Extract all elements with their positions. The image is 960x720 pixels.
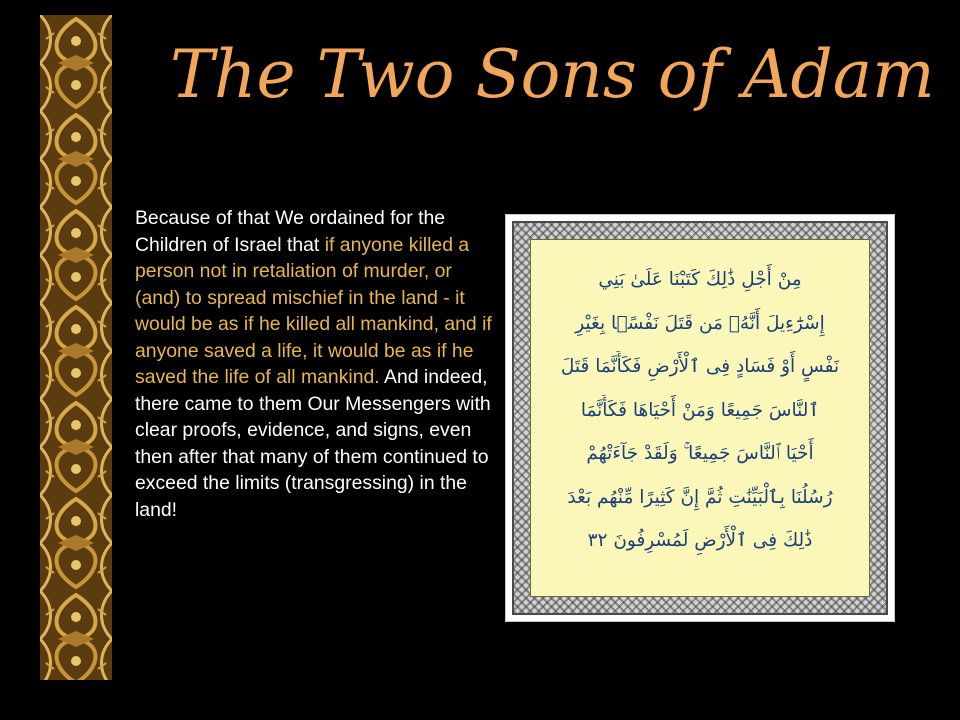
body-text-intro: Because of that We ordained for the Children of Israel that xyxy=(135,207,446,256)
verse-line: ٱلنَّاسَ جَمِيعًا وَمَنْ أَحْيَاهَا فَكَأَنَّمَا xyxy=(580,399,820,421)
ornamental-border xyxy=(40,15,112,680)
verse-panel xyxy=(530,239,870,597)
verse-ornamental-border xyxy=(512,221,888,615)
verse-line: ذَٰلِكَ فِى ٱلْأَرْضِ لَمُسْرِفُونَ ٣٢ xyxy=(587,530,813,551)
verse-line: نَفْسٍ أَوْ فَسَادٍ فِى ٱلْأَرْضِ فَكَأَنَّمَا قَتَلَ xyxy=(560,356,840,377)
arabesque-pattern-icon xyxy=(40,15,112,680)
body-text-outro: And indeed, there came to them Our Messengers with clear proofs, evidence, and signs, even then after that many of them continued to exceed the limits (transgressing) in the land! xyxy=(135,366,491,521)
verse-line: مِنْ أَجْلِ ذَٰلِكَ كَتَبْنَا عَلَىٰ بَنِي xyxy=(598,269,802,290)
body-text-highlight: if anyone killed a person not in retaliation of murder, or (and) to spread mischief in the land - it would be as if he killed all mankind, and if anyone saved a life, it would be as if he saved the life of all mankind. xyxy=(135,233,492,388)
verse-image xyxy=(505,214,895,622)
body-text xyxy=(135,205,495,523)
verse-line: أَحْيَا ٱلنَّاسَ جَمِيعًا ۚ وَلَقَدْ جَآءَتْهُمْ xyxy=(586,443,814,464)
slide-title: The Two Sons of Adam xyxy=(170,36,935,113)
verse-line: رُسُلُنَا بِٱلْبَيِّنَٰتِ ثُمَّ إِنَّ كَثِيرًا مِّنْهُم بَعْدَ xyxy=(567,486,833,508)
verse-line: إِسْرَٰٓءِيلَ أَنَّهُۥ مَن قَتَلَ نَفْسًۢا بِغَيْرِ xyxy=(575,312,825,334)
